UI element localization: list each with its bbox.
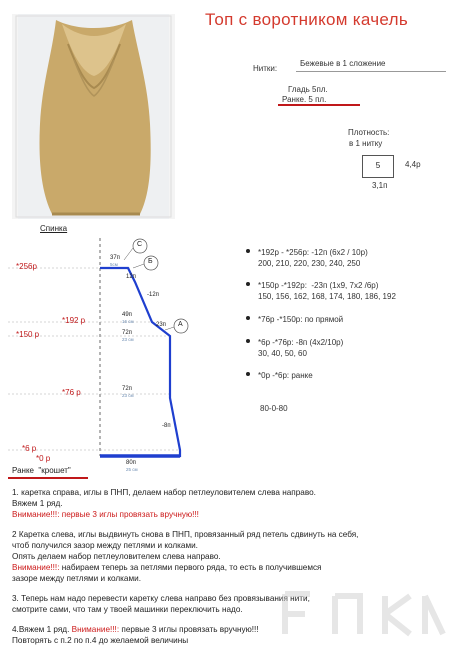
inner-sub-25: 25 см [126, 467, 138, 472]
density-box [362, 155, 394, 178]
watermark-logo [265, 574, 450, 649]
spec-line: *150р -*192р: -23п (1х9, 7х2 /6р) [258, 281, 379, 290]
sweater-photo [12, 14, 175, 219]
inner-sub-23b: 23 см [122, 393, 134, 398]
yarn-value: Бежевые в 1 сложение [300, 59, 386, 68]
instruction-line: зазоре между петлями и колками. [12, 574, 141, 583]
page-title: Топ с воротником качель [205, 10, 408, 29]
inner-12: 12п [126, 274, 136, 280]
inner-72a: 72п [122, 330, 132, 336]
instruction-line: 3. Теперь нам надо перевести каретку слева направо без провязывания нити, [12, 594, 310, 603]
density-right: 4,4р [405, 160, 421, 169]
spec-line: *0р -*6р: ранке [258, 371, 313, 380]
spec-line: 150, 156, 162, 168, 174, 180, 186, 192 [258, 292, 396, 301]
instruction-line: Вяжем 1 ряд. [12, 499, 63, 508]
instruction-line: Повторять с п.2 по п.4 до желаемой величины [12, 636, 189, 645]
warning-text: Внимание!!!: первые 3 иглы провязать вручную!!! [12, 510, 199, 519]
yarn-line-2: Ранке. 5 пл. [282, 95, 327, 104]
inner-37: 37п [110, 255, 120, 261]
back-label: Спинка [40, 224, 68, 233]
inner-minus12: -12п [147, 292, 159, 298]
instruction-line: 2 Каретка слева, иглы выдвинуть снова в ПНП, провязанный ряд петель сдвинуть на себя, [12, 530, 359, 539]
instruction-line: чтоб получился зазор между петлями и колками. [12, 541, 198, 550]
instruction-1 [12, 487, 452, 520]
ranke-underline [8, 477, 88, 479]
bullet-icon [246, 339, 250, 343]
density-sub: в 1 нитку [349, 139, 383, 148]
density-below: 3,1п [372, 181, 388, 190]
row-label-150: *150 р [16, 330, 40, 339]
warning-tail: набираем теперь за петлями первого ряда, то есть в получившемся [59, 563, 322, 572]
row-label-256: *256р [16, 262, 37, 271]
instruction-line: Опять делаем набор петлеуловителем слева направо. [12, 552, 221, 561]
pattern-diagram [0, 238, 240, 463]
yarn-label: Нитки: [253, 64, 278, 73]
spec-line: *192р - *256р: -12п (6х2 / 10р) [258, 248, 368, 257]
density-label: Плотность: [348, 128, 390, 137]
bullet-icon [246, 249, 250, 253]
circle-letter-a: А [178, 321, 183, 328]
spec-line: *6р -*76р: -8п (4х2/10р) [258, 338, 344, 347]
row-label-0: *0 р [36, 454, 51, 463]
yarn-underline [296, 71, 446, 72]
instruction-warn-line [12, 562, 452, 573]
warning-tail: первые 3 иглы провязать вручную!!! [119, 625, 259, 634]
spec-line: 200, 210, 220, 230, 240, 250 [258, 259, 361, 268]
bullet-icon [246, 316, 250, 320]
inner-sub-16: 16 см [122, 319, 134, 324]
circle-letter-b: Б [148, 258, 153, 265]
inner-49: 49п [122, 312, 132, 318]
inner-72b: 72п [122, 386, 132, 392]
bullet-icon [246, 372, 250, 376]
yarn-red-underline [278, 104, 360, 106]
spec-line: *76р -*150р: по прямой [258, 315, 344, 324]
spec-line: 30, 40, 50, 60 [258, 349, 307, 358]
instruction-line: смотрите сами, что там у твоей машинки переключить надо. [12, 605, 243, 614]
warning-text: Внимание!!!: [12, 563, 60, 572]
row-label-76: *76 р [62, 388, 81, 397]
instruction-line: 1. каретка справа, иглы в ПНП, делаем набор петлеуловителем слева направо. [12, 488, 316, 497]
inner-minus8: -8п [162, 423, 171, 429]
inner-sub-23a: 23 см [122, 337, 134, 342]
instruction-prefix: 4.Вяжем 1 ряд. [12, 625, 72, 634]
inner-80: 80п [126, 460, 136, 466]
circle-letter-c: С [137, 241, 143, 248]
warning-text: Внимание!!!: [71, 625, 120, 634]
spec-line: 80-0-80 [260, 404, 288, 413]
bullet-icon [246, 282, 250, 286]
row-label-6: *6 р [22, 444, 37, 453]
ranke-label: Ранке "крошет" [12, 466, 71, 475]
row-label-192: *192 р [62, 316, 86, 325]
yarn-line-1: Гладь 5пл. [288, 85, 328, 94]
density-box-value: 5 [375, 161, 381, 170]
inner-23: 23п [156, 322, 166, 328]
inner-sub-5: 5см [110, 262, 118, 267]
